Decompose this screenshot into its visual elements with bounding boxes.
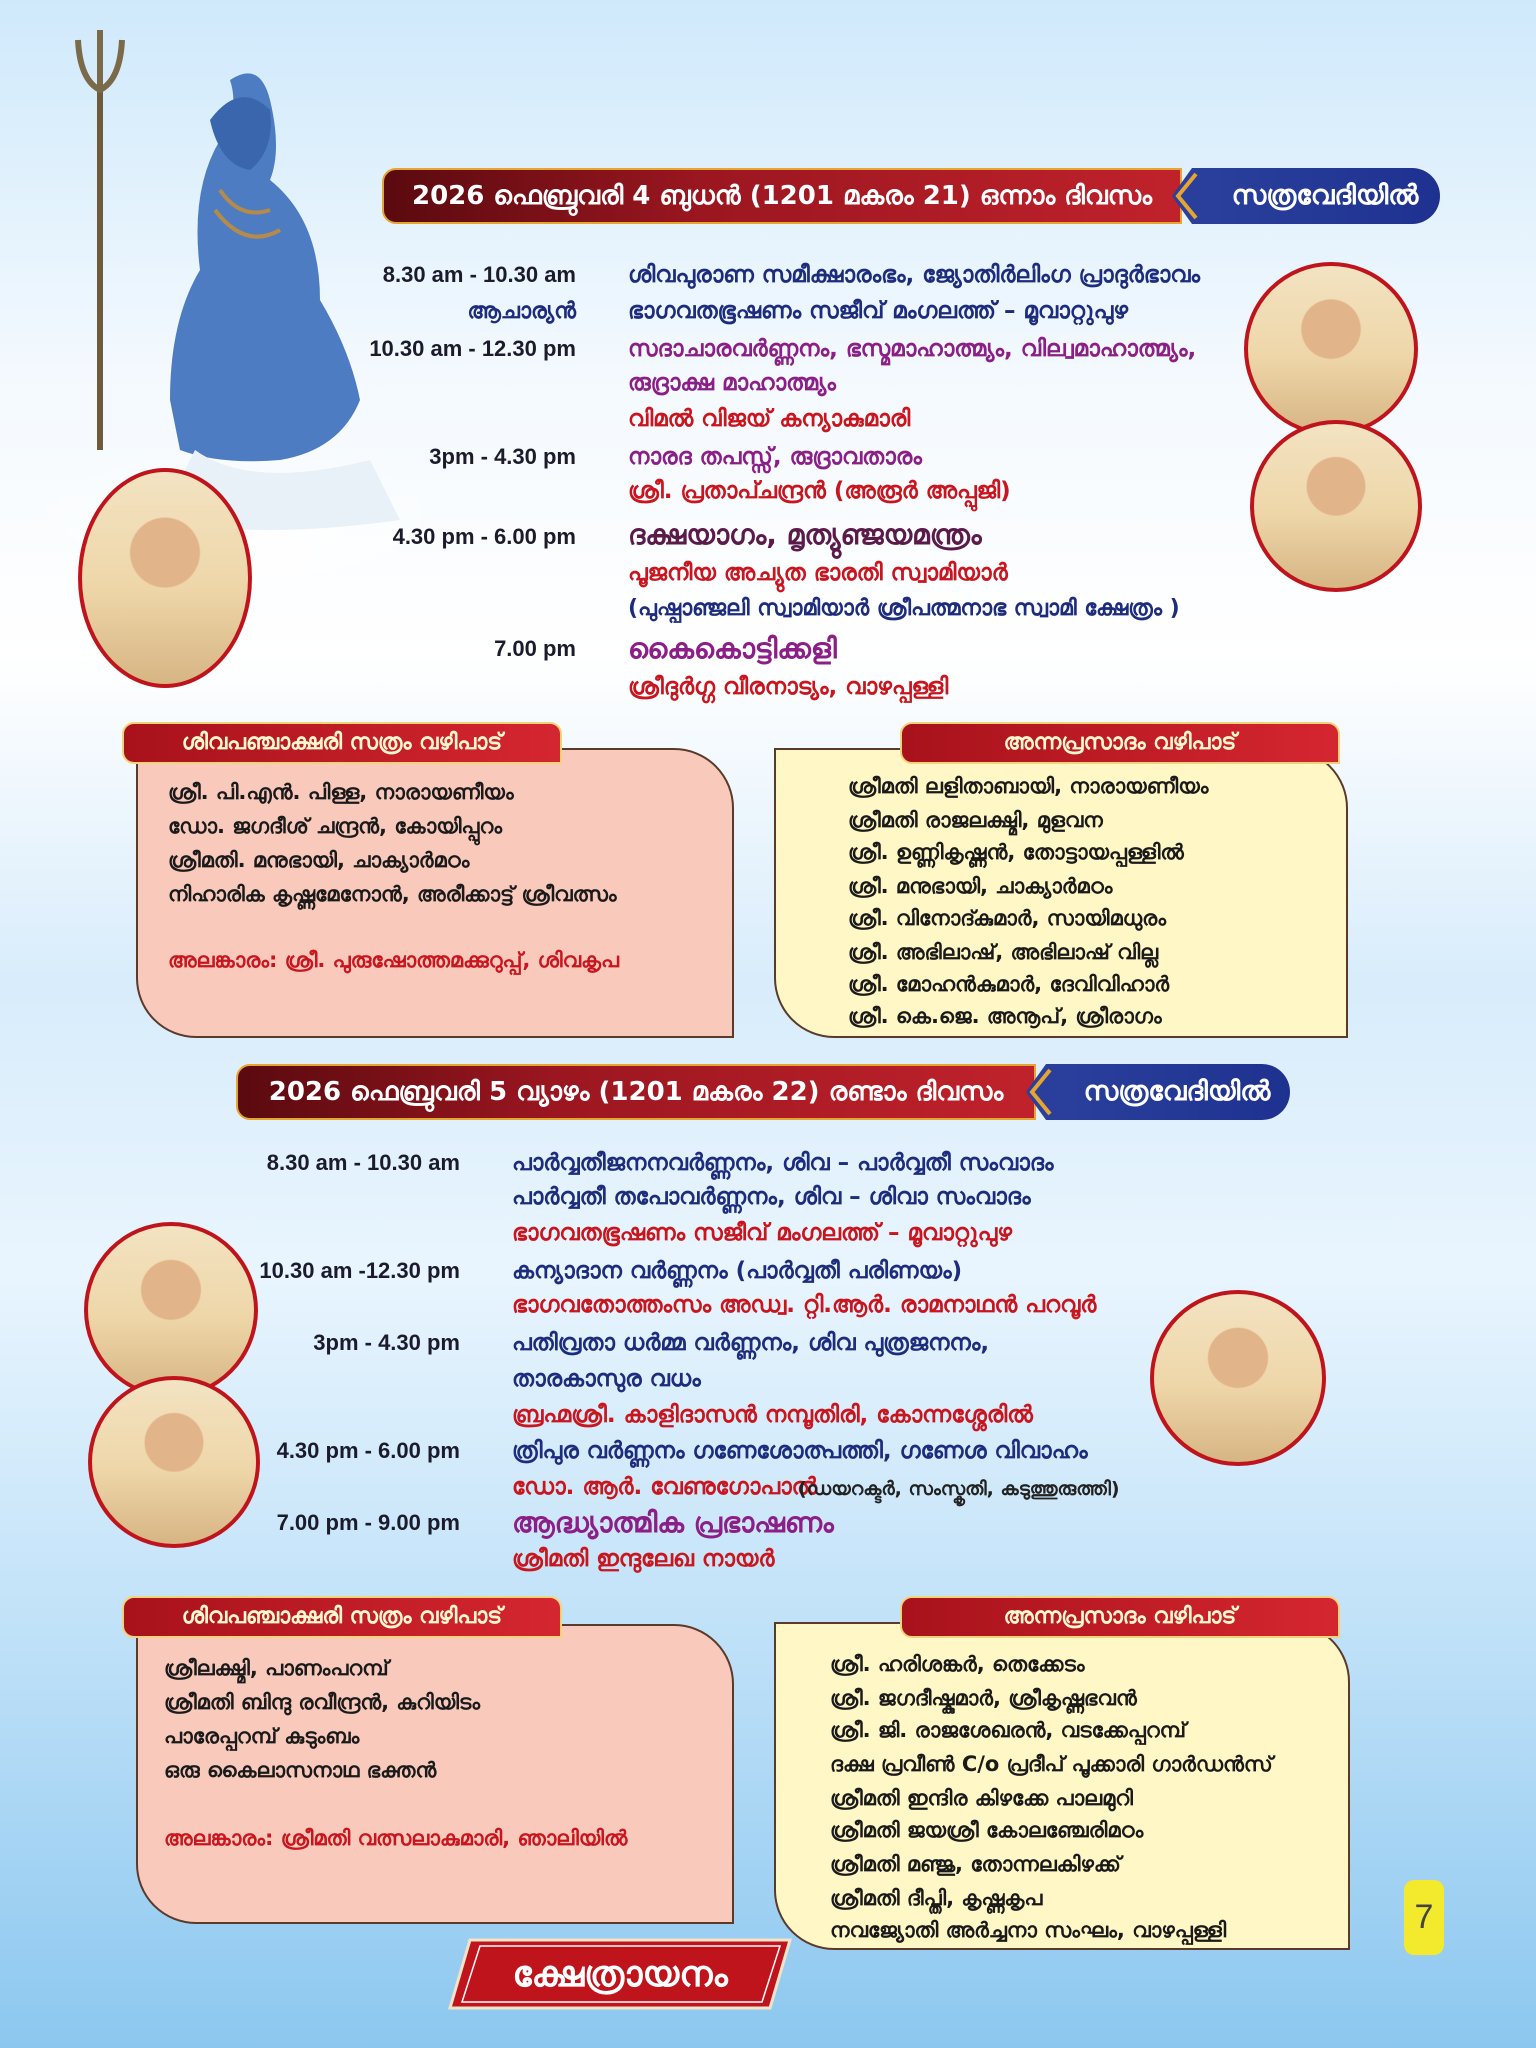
day1-sathram-entry: ശ്രീമതി. മനുഭായി, ചാക്യാർമഠം (168, 848, 470, 872)
day1-line: ശിവപുരാണ സമീക്ഷാരംഭം, ജ്യോതിർലിംഗ പ്രാദുർഭാവം (628, 262, 1201, 288)
day2-annaprasadam-entry: നവജ്യോതി അർച്ചനാ സംഘം, വാഴപ്പള്ളി (830, 1918, 1227, 1942)
day2-banner (236, 1064, 1290, 1120)
day1-time: ആചാര്യൻ (467, 298, 576, 323)
day2-annaprasadam-entry: ശ്രീമതി മഞ്ജു, തോന്നലകിഴക്ക് (830, 1852, 1121, 1876)
day1-annaprasadam-entry: ശ്രീ. മനുഭായി, ചാക്യാർമഠം (848, 874, 1113, 898)
day1-line: ഭാഗവതഭൂഷണം സജീവ് മംഗലത്ത് – മൂവാറ്റുപുഴ (628, 298, 1129, 324)
day1-alankaram: അലങ്കാരം: ശ്രീ. പുരുഷോത്തമക്കുറുപ്പ്, ശിവകൃപ (168, 948, 619, 972)
day1-time: 10.30 am - 12.30 pm (369, 336, 576, 361)
day1-time: 7.00 pm (494, 636, 576, 661)
day2-line: ഡോ. ആർ. വേണുഗോപാൽ (512, 1474, 818, 1500)
day2-sathram-entry: പാരേപ്പറമ്പ് കുടുംബം (164, 1724, 360, 1748)
day1-annaprasadam-entry: ശ്രീ. വിനോദ്കുമാർ, സായിമധുരം (848, 906, 1167, 930)
portrait (1244, 262, 1418, 436)
day2-line: ഭാഗവതോത്തംസം അഡ്വ. റ്റി.ആർ. രാമനാഥൻ പറവൂർ (512, 1292, 1097, 1318)
day2-date-title: 2026 ഫെബ്രുവരി 5 വ്യാഴം (1201 മകരം 22) രണ്ടാം ദിവസം (236, 1064, 1036, 1120)
portrait (1250, 420, 1422, 592)
day2-line: പതിവ്രതാ ധർമ്മ വർണ്ണനം, ശിവ പുത്രജനനം, (512, 1330, 990, 1356)
day1-line: (പുഷ്പാഞ്ജലി സ്വാമിയാർ ശ്രീപത്മനാഭ സ്വാമി ക്ഷേത്രം ) (628, 596, 1180, 621)
day2-annaprasadam-title: അന്നപ്രസാദം വഴിപാട് (900, 1596, 1340, 1638)
brand-text: ക്ഷേത്രായനം (512, 1953, 728, 1995)
day1-banner (382, 168, 1440, 224)
day2-sathram-entry: ശ്രീമതി ബിന്ദു രവീന്ദ്രൻ, കുറിയിടം (164, 1690, 481, 1714)
day2-line: ശ്രീമതി ഇന്ദുലേഖ നായർ (512, 1546, 775, 1572)
day1-line: രുദ്രാക്ഷ മാഹാത്മ്യം (628, 370, 836, 396)
brand-logo (440, 1936, 800, 2012)
day2-time: 10.30 am -12.30 pm (259, 1258, 460, 1283)
portrait (1150, 1290, 1326, 1466)
day1-annaprasadam-entry: ശ്രീമതി ലളിതാബായി, നാരായണീയം (848, 774, 1209, 798)
day1-line: ശ്രീദുർഗ്ഗ വീരനാട്യം, വാഴപ്പള്ളി (628, 674, 949, 700)
portrait (84, 1222, 258, 1398)
day2-annaprasadam-entry: ശ്രീ. ഹരിശങ്കർ, തെക്കേടം (830, 1652, 1085, 1676)
day2-time: 4.30 pm - 6.00 pm (276, 1438, 460, 1463)
day1-sathram-title: ശിവപഞ്ചാക്ഷരി സത്രം വഴിപാട് (122, 722, 562, 764)
day1-time: 3pm - 4.30 pm (429, 444, 576, 469)
day2-time: 7.00 pm - 9.00 pm (276, 1510, 460, 1535)
day1-sathram-entry: ശ്രീ. പി.എൻ. പിള്ള, നാരായണീയം (168, 780, 514, 804)
day2-alankaram: അലങ്കാരം: ശ്രീമതി വത്സലാകുമാരി, ഞാലിയിൽ (164, 1826, 628, 1850)
day2-annaprasadam-entry: ശ്രീമതി ദീപ്തി, കൃഷ്ണകൃപ (830, 1886, 1043, 1910)
day2-line: താരകാസുര വധം (512, 1366, 701, 1392)
day2-line: ബ്രഹ്മശ്രീ. കാളിദാസൻ നമ്പൂതിരി, കോന്നശ്ശേരിൽ (512, 1402, 1033, 1428)
day2-line: ഭാഗവതഭൂഷണം സജീവ് മംഗലത്ത് – മൂവാറ്റുപുഴ (512, 1220, 1013, 1246)
day2-line: കന്യാദാന വർണ്ണനം (പാർവ്വതീ പരിണയം) (512, 1258, 963, 1284)
day1-annaprasadam-entry: ശ്രീ. അഭിലാഷ്, അഭിലാഷ് വില്ല (848, 940, 1159, 964)
portrait (78, 468, 252, 688)
day1-line: സദാചാരവർണ്ണനം, ഭസ്മമാഹാത്മ്യം, വില്വമാഹാത്മ്യം, (628, 336, 1197, 362)
day2-note: (ഡയറക്ടർ, സംസ്കൃതി, കടുത്തുരുത്തി) (798, 1478, 1120, 1500)
day2-line: ത്രിപുര വർണ്ണനം ഗണേശോത്പത്തി, ഗണേശ വിവാഹം (512, 1438, 1088, 1464)
day1-time: 4.30 pm - 6.00 pm (392, 524, 576, 549)
day1-annaprasadam-entry: ശ്രീ. മോഹൻകുമാർ, ദേവിവിഹാർ (848, 972, 1170, 996)
day1-sathram-entry: ഡോ. ജഗദീശ് ചന്ദ്രൻ, കോയിപ്പുറം (168, 814, 503, 838)
day1-line: പൂജനീയ അച്യുത ഭാരതി സ്വാമിയാർ (628, 560, 1008, 586)
day1-time: 8.30 am - 10.30 am (382, 262, 576, 287)
day2-sathram-title: ശിവപഞ്ചാക്ഷരി സത്രം വഴിപാട് (122, 1596, 562, 1638)
day1-date-title: 2026 ഫെബ്രുവരി 4 ബുധൻ (1201 മകരം 21) ഒന്നാം ദിവസം (382, 168, 1182, 224)
day1-line: നാരദ തപസ്സ്, രുദ്രാവതാരം (628, 444, 922, 470)
day2-annaprasadam-entry: ശ്രീ. ജഗദീഷ്കുമാർ, ശ്രീകൃഷ്ണഭവൻ (830, 1686, 1137, 1710)
day2-line: പാർവ്വതീ തപോവർണ്ണനം, ശിവ – ശിവാ സംവാദം (512, 1184, 1031, 1210)
day1-annaprasadam-entry: ശ്രീ. ഉണ്ണികൃഷ്ണൻ, തോട്ടായപ്പള്ളിൽ (848, 840, 1184, 864)
day2-line: ആദ്ധ്യാത്മിക പ്രഭാഷണം (512, 1506, 834, 1539)
day1-line: ദക്ഷയാഗം, മൃത്യുഞ്ജയമന്ത്രം (628, 518, 982, 551)
day2-annaprasadam-entry: ശ്രീമതി ഇന്ദിര കിഴക്കേ പാലമുറി (830, 1786, 1133, 1810)
day1-line: കൈകൊട്ടിക്കളി (628, 632, 837, 665)
day2-sathram-entry: ശ്രീലക്ഷ്മി, പാണംപറമ്പ് (164, 1656, 389, 1680)
page-number: 7 (1404, 1880, 1444, 1955)
day1-annaprasadam-entry: ശ്രീ. കെ.ജെ. അനൂപ്, ശ്രീരാഗം (848, 1004, 1162, 1028)
day1-line: വിമൽ വിജയ് കന്യാകുമാരി (628, 406, 911, 432)
day2-time: 3pm - 4.30 pm (313, 1330, 460, 1355)
day2-sathram-entry: ഒരു കൈലാസനാഥ ഭക്തൻ (164, 1758, 437, 1782)
day2-annaprasadam-entry: ശ്രീ. ജി. രാജശേഖരൻ, വടക്കേപ്പറമ്പ് (830, 1718, 1186, 1742)
chevron-left-icon (1026, 1064, 1066, 1120)
chevron-left-icon (1172, 168, 1212, 224)
day1-annaprasadam-entry: ശ്രീമതി രാജലക്ഷ്മി, മുളവന (848, 808, 1103, 832)
portrait (88, 1376, 260, 1548)
day2-venue: സത്രവേദിയിൽ (1064, 1064, 1290, 1120)
day2-line: പാർവ്വതീജനനവർണ്ണനം, ശിവ – പാർവ്വതീ സംവാദം (512, 1150, 1054, 1176)
day1-sathram-entry: നിഹാരിക കൃഷ്ണമേനോൻ, അരീക്കാട്ട് ശ്രീവത്സം (168, 882, 617, 906)
trident-icon (78, 30, 122, 450)
day2-time: 8.30 am - 10.30 am (266, 1150, 460, 1175)
day1-annaprasadam-title: അന്നപ്രസാദം വഴിപാട് (900, 722, 1340, 764)
day2-annaprasadam-entry: ശ്രീമതി ജയശ്രീ കോലഞ്ചേരിമഠം (830, 1818, 1144, 1842)
day2-annaprasadam-entry: ദക്ഷ പ്രവീൺ C/o പ്രദീപ് പൂക്കാരി ഗാർഡൻസ് (830, 1752, 1273, 1776)
day1-venue: സത്രവേദിയിൽ (1210, 168, 1440, 224)
day1-line: ശ്രീ. പ്രതാപ്ചന്ദ്രൻ (അരൂർ അപ്പുജി) (628, 478, 1011, 504)
